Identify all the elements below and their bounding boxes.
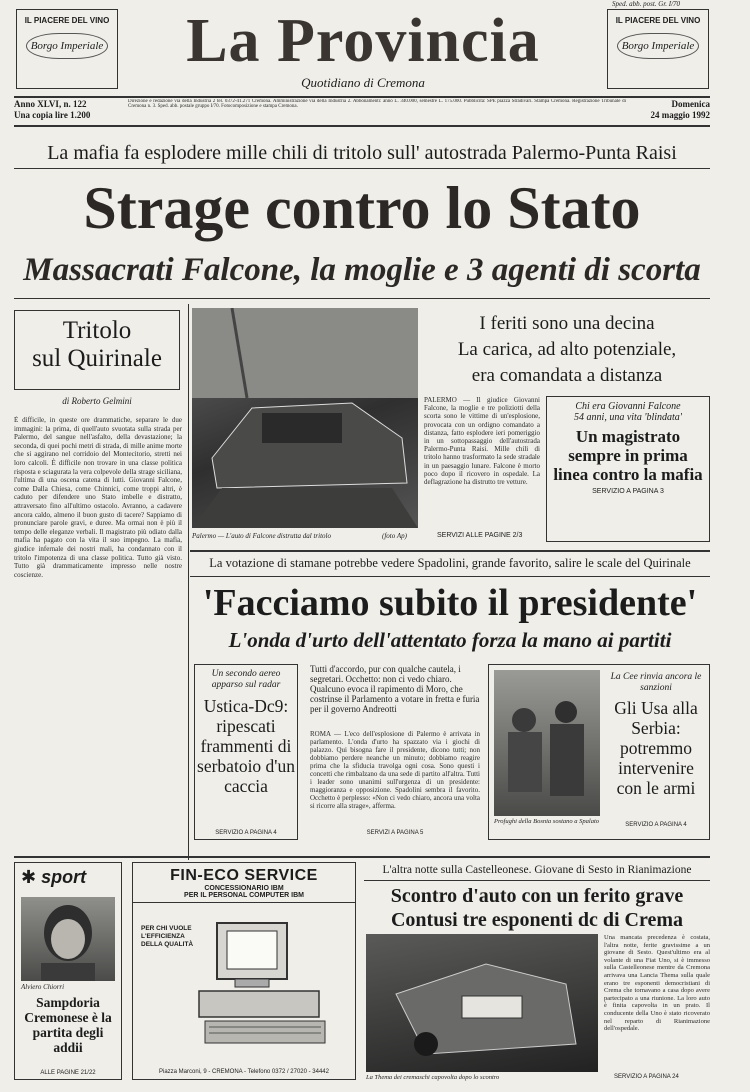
feriti-body: PALERMO — Il giudice Giovanni Falcone, la moglie e tre poliziotti della scorta sono le vittime di un'esplosione, provocata con un ordigno comandato a distanza, fatto esplodere ieri pomeriggio in un sottopassaggio dell'autostrada Palermo-Punta Raisi. Mille chili di tritolo hanno trasformato la sede stradale in un paesaggio lunare. Falcone è morto poco dopo il ricovero in ospedale. La deflagrazione ha distrutto tre vetture.: [424, 396, 540, 487]
editorial-title-2: sul Quirinale: [32, 345, 162, 372]
photo-wreck[interactable]: [192, 308, 418, 528]
ad-left[interactable]: [16, 9, 118, 89]
feriti-headline-3: era comandata a distanza: [471, 365, 663, 386]
ustica-kicker: Un secondo aereo apparso sul radar: [211, 669, 281, 690]
profile-kicker: Chi era Giovanni Falcone: [575, 401, 681, 412]
profile-title: Un magistrato sempre in prima linea contro la mafia: [553, 427, 703, 484]
feriti-headline-2: La carica, ad alto potenziale,: [457, 339, 677, 360]
sport-label-row: [21, 867, 121, 888]
editorial-byline: di Roberto Gelmini: [62, 396, 132, 406]
imprint: Direzione e redazione via della Industria 2 tel. 0372-41.271 Cremona. Amministrazione via della Industria 2. Abbonamenti: anno L. 340.000, semestre L. 175.000. Pubblicità: SPE piazza Stradivari. Stampa Cremona. Registrazione Tribunale di Cremona n. 3. Sped. abb. postale gruppo I/70. Fotocomposizione e stampa Cremona.: [128, 99, 626, 110]
computer-icon: [197, 921, 347, 1051]
photo-main-credit: (foto Ap): [382, 532, 407, 540]
profile-ref[interactable]: SERVIZIO A PAGINA 3: [592, 488, 664, 495]
crash-caption: La Thema dei cremaschi capovolta dopo lo scontro: [366, 1074, 500, 1081]
editorial-body: È difficile, in queste ore drammatiche, separare le due immagini: la prima, di quell'auto svuotata sulla strada per Palermo, del sangue nell'asfalto, della devastazione; la seconda, di quei pochi metri di strada, di mille anime morte che si aggirano nel corridoio del Montecitorio, stretti nei loro calcoli. È difficile non trovare in una classe politica risposta e sciagurata la vera colpevole della strage siciliana, l'ultima di una oscena catena di lutti. Giovanni Falcone, come Dalla Chiesa, come Chinnici, come troppi altri, è caduto per difendere uno Stato imbelle e distratto, attraversato fino all'ultimo ostacolo. Avranno, a cadavere ancora caldo, almeno il buon gusto di tacere? Sappiamo di pronunciare parole gravi, e duree. Ma ormai non è più il tempo delle eleganze verbali. Il magistrato più odiato dalla mafia ha pagato con la vita il suo impegno. La mafia, giudice infernale dei nostri mali, ha condannato con il tritolo l'impotenza di una classe politica. Tutto già visto. Tutto già drammaticamente impresso nelle nostre coscienze.: [14, 416, 182, 579]
ad-right-brand: Borgo Imperiale: [617, 33, 699, 59]
photo-refugees[interactable]: [494, 670, 600, 816]
ustica-ref[interactable]: SERVIZIO A PAGINA 4: [215, 830, 277, 836]
rule: [14, 856, 710, 858]
sport-photo-caption: Alviero Chiorri: [21, 983, 65, 991]
issue-date: 24 maggio 1992: [650, 110, 710, 120]
bosnia-title: Gli Usa alla Serbia: potremmo intervenire con le armi: [614, 698, 698, 798]
sport-star-icon: ✱: [21, 867, 37, 887]
fineco-tag: PER CHI VUOLE L'EFFICIENZA DELLA QUALITÀ: [141, 925, 194, 948]
masthead-subtitle: Quotidiano di Cremona: [301, 75, 425, 90]
issue-year: Anno XLVI, n. 122: [14, 99, 87, 109]
rule: [364, 880, 710, 881]
crash-title-1: Scontro d'auto con un ferito grave: [390, 885, 684, 907]
rule: [14, 298, 710, 299]
ad-left-brand: Borgo Imperiale: [26, 33, 108, 59]
center-lead: Tutti d'accordo, pur con qualche cautela, i segretari. Occhetto: non ci vedo chiaro. Qualcuno evoca il rapimento di Moro, che costrinse il Parlamento a votare in fretta e furia per il governo Andreotti: [310, 664, 480, 714]
photo-chiorri[interactable]: [21, 897, 115, 981]
crash-body: Una mancata precedenza è costata, l'altra notte, ferite gravissime a un giovane di Sesto. Quest'ultimo era al volante di una Fiat Uno, si è immesso sulla Castelleonese mentre da Cremona arrivava una Lancia Thema sulla quale erano tre esponenti democristiani di Crema che tornavano a casa dopo avere partecipato a una riunione. La loro auto è finita capovolta in un prato. Il conducente della Uno è stato ricoverato nel reparto di Rianimazione dell'ospedale.: [604, 934, 710, 1033]
crashed-car-illustration: [366, 934, 598, 1072]
headline-2: 'Facciamo subito il presidente': [202, 582, 698, 624]
sport-ref[interactable]: ALLE PAGINE 21/22: [40, 1070, 96, 1076]
editorial-title-box: [14, 310, 180, 390]
feriti-ref[interactable]: SERVIZI ALLE PAGINE 2/3: [437, 532, 523, 539]
ad-right[interactable]: [607, 9, 709, 89]
ustica-title: Ustica-Dc9: ripescati frammenti di serbatoio d'un caccia: [197, 696, 295, 796]
editorial-title-1: Tritolo: [62, 317, 132, 344]
fineco-line2: PER IL PERSONAL COMPUTER IBM: [133, 892, 355, 903]
rule: [14, 125, 710, 127]
ad-fineco[interactable]: [132, 862, 356, 1080]
rule: [14, 168, 710, 169]
issue-day: Domenica: [671, 99, 710, 109]
masthead-title: La Provincia: [186, 7, 540, 75]
profile-kicker-2: 54 anni, una vita 'blindata': [574, 412, 682, 423]
headline: Strage contro lo Stato: [83, 175, 641, 241]
ad-left-line: IL PIACERE DEL VINO: [24, 16, 110, 25]
ustica-box: [194, 664, 298, 840]
rule: [14, 96, 710, 98]
photo-crash[interactable]: [366, 934, 598, 1072]
kicker-2: La votazione di stamane potrebbe vedere Spadolini, grande favorito, salire le scale del Quirinale: [209, 556, 691, 570]
portrait-illustration: [21, 897, 115, 981]
crash-kicker: L'altra notte sulla Castelleonese. Giovane di Sesto in Rianimazione: [382, 864, 692, 876]
center-ref[interactable]: SERVIZI A PAGINA 5: [366, 830, 424, 836]
crash-title-2: Contusi tre esponenti dc di Crema: [390, 909, 684, 931]
rule: [190, 550, 710, 552]
photo-main-caption: Palermo — L'auto di Falcone distrutta dal tritolo: [192, 532, 331, 540]
crash-ref[interactable]: SERVIZIO A PAGINA 24: [614, 1074, 679, 1080]
bosnia-ref[interactable]: SERVIZIO A PAGINA 4: [625, 822, 687, 828]
rule: [190, 576, 710, 577]
subheadline: Massacrati Falcone, la moglie e 3 agenti di scorta: [23, 252, 701, 288]
fineco-title: FIN-ECO SERVICE: [170, 867, 318, 884]
feriti-headline-1: I feriti sono una decina: [479, 313, 655, 334]
issue-price: Una copia lire 1.200: [14, 110, 91, 120]
profile-box: [546, 396, 710, 542]
fineco-line1: CONCESSIONARIO IBM: [204, 885, 284, 892]
kicker: La mafia fa esplodere mille chili di tritolo sull' autostrada Palermo-Punta Raisi: [47, 142, 677, 164]
center-body: ROMA — L'eco dell'esplosione di Palermo è arrivata in parlamento. L'onda d'urto ha spazzato via i giochi di palazzo. Qui bisogna fare il presidente, dicono tutti; non dobbiamo perdere neanche un minuto; dobbiamo reagire prima che la sfiducia travolga ogni cosa. Sono questi i concetti che rimbalzano da una sede di partito all'altra. Tutti i leader sono unanimi sull'urgenza di un presidente: maggioranza e opposizione. Spadolini sembra il favorito. Occhetto è perplesso: «Non ci vedo chiaro, ancora una volta si ricorre alla strage», afferma.: [310, 730, 480, 810]
sport-title: Sampdoria Cremonese è la partita degli addii: [24, 995, 112, 1055]
bosnia-caption: Profughi della Bosnia sostano a Spalato: [494, 818, 600, 825]
column-rule: [188, 304, 189, 860]
fineco-address: Piazza Marconi, 9 - CREMONA - Telefono 0372 / 27020 - 34442: [159, 1069, 329, 1075]
sport-label: sport: [41, 867, 87, 887]
subheadline-2: L'onda d'urto dell'attentato forza la mano ai partiti: [228, 628, 672, 652]
refugees-illustration: [494, 670, 600, 816]
postal-note: Sped. abb. post. Gr. I/70: [612, 0, 681, 8]
bosnia-kicker: La Cee rinvia ancora le sanzioni: [610, 672, 702, 693]
car-wreck-illustration: [192, 308, 418, 528]
sport-box: [14, 862, 122, 1080]
ad-right-line: IL PIACERE DEL VINO: [615, 16, 701, 25]
